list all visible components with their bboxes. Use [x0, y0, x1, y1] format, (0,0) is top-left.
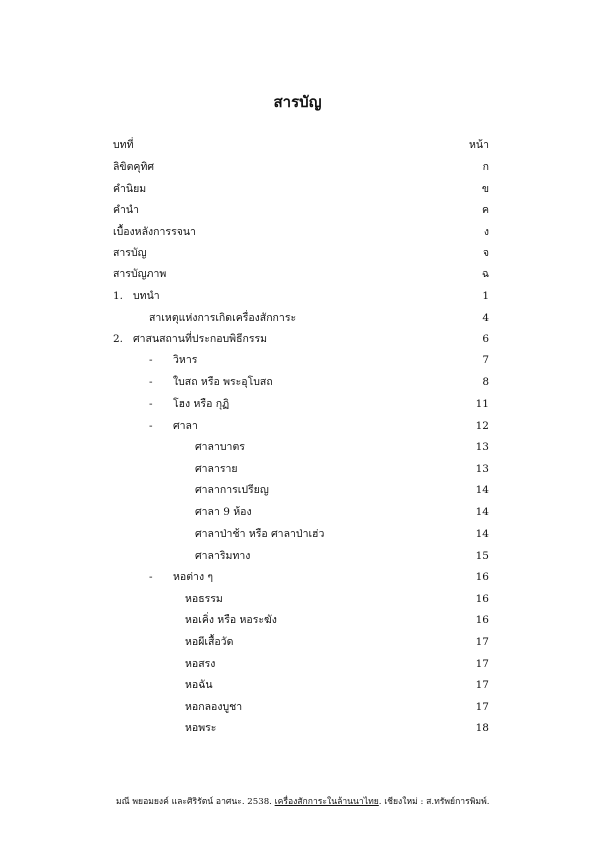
toc-entry-label: โฮง หรือ กุฏิ — [173, 398, 230, 410]
entry-dash: - — [149, 376, 153, 388]
citation-book-title: เครื่องสักการะในล้านนาไทย — [274, 797, 379, 807]
toc-entry-page: ค — [481, 204, 489, 216]
toc-nested-entry — [113, 548, 489, 564]
toc-entry-label: สารบัญภาพ — [113, 268, 167, 280]
toc-entry-label: ใบสถ หรือ พระอุโบสถ — [173, 376, 273, 388]
toc-nested-entry — [113, 439, 489, 455]
toc-entry-label: ศาลาการเปรียญ — [195, 484, 269, 496]
toc-entry-page: 14 — [475, 528, 489, 540]
toc-entry-label: สารบัญ — [113, 247, 147, 259]
toc-entry — [113, 202, 489, 218]
toc-entry-page: 17 — [475, 701, 489, 713]
toc-entry-page: 17 — [475, 636, 489, 648]
toc-nested-entry — [113, 699, 489, 715]
toc-entry-label: ศาลาบาตร — [195, 441, 245, 453]
toc-entry-label: ศาลาป่าช้า หรือ ศาลาป่าเฮ่ว — [195, 528, 325, 540]
toc-nested-entry — [113, 482, 489, 498]
toc-nested-entry — [113, 612, 489, 628]
toc-nested-entry — [113, 677, 489, 693]
toc-entry-page: 13 — [475, 463, 489, 475]
toc-nested-entry — [113, 526, 489, 542]
toc-chapter-entry — [113, 331, 489, 347]
toc-sub-entry — [113, 374, 489, 390]
toc-entry-page: 17 — [475, 679, 489, 691]
chapter-number: 2. — [113, 333, 124, 345]
entry-dash: - — [149, 571, 153, 583]
toc-entry-label: หอกลองบูชา — [185, 701, 243, 713]
toc-entry-page: 16 — [475, 571, 489, 583]
toc-entry-page: 14 — [475, 506, 489, 518]
toc-entry — [113, 159, 489, 175]
toc-entry-page: 8 — [482, 376, 489, 388]
toc-entry-page: 16 — [475, 614, 489, 626]
chapter-number: 1. — [113, 290, 124, 302]
toc-entry-label: ศาลาราย — [195, 463, 238, 475]
toc-entry — [113, 224, 489, 240]
toc-entry-page: 15 — [475, 550, 489, 562]
toc-entry-label: หอพระ — [185, 722, 217, 734]
toc-entry-page: 7 — [482, 354, 489, 366]
toc-nested-entry — [113, 720, 489, 736]
entry-dash: - — [149, 420, 153, 432]
toc-entry-label: วิหาร — [173, 354, 198, 366]
toc-entry-label: บทนำ — [133, 290, 160, 302]
page-column-header: หน้า — [469, 139, 489, 151]
citation-footer — [116, 794, 489, 808]
toc-chapter-entry — [113, 288, 489, 304]
toc-entry-page: 18 — [475, 722, 489, 734]
toc-entry-page: 17 — [475, 658, 489, 670]
toc-entry-page: 12 — [475, 420, 489, 432]
entry-dash: - — [149, 398, 153, 410]
toc-entry — [113, 266, 489, 282]
toc-entry-page: ก — [482, 161, 489, 173]
chapter-column-header: บทที่ — [113, 139, 134, 151]
citation-authors: มณี พยอมยงค์ และศิริรัตน์ อาศนะ. 2538. — [116, 797, 272, 807]
toc-sub-entry — [113, 352, 489, 368]
toc-entry-label: หอฉัน — [185, 679, 213, 691]
citation-publisher: . เชียงใหม่ : ส.ทรัพย์การพิมพ์. — [378, 797, 490, 807]
toc-entry-label: เบื้องหลังการรจนา — [113, 226, 196, 238]
toc-entry-page: ฉ — [481, 268, 489, 280]
toc-entry-page: 14 — [475, 484, 489, 496]
toc-sub-entry — [113, 418, 489, 434]
toc-entry-label: ลิขิตคุทิศ — [113, 161, 155, 173]
toc-entry-page: ข — [481, 183, 489, 195]
toc-entry-label: ศาสนสถานที่ประกอบพิธีกรรม — [133, 333, 268, 345]
toc-nested-entry — [113, 504, 489, 520]
toc-entry-page: 13 — [475, 441, 489, 453]
toc-entry-label: หอต่าง ๆ — [173, 571, 214, 583]
toc-sub-entry — [113, 569, 489, 585]
toc-entry-label: หอสรง — [185, 658, 216, 670]
toc-entry-label: หอเคิ่ง หรือ หอระฆัง — [185, 614, 277, 626]
toc-entry-page: 4 — [482, 312, 489, 324]
toc-entry-page: 6 — [482, 333, 489, 345]
toc-entry — [113, 245, 489, 261]
toc-entry-label: สาเหตุแห่งการเกิดเครื่องสักการะ — [149, 312, 297, 324]
toc-entry-label: คำนิยม — [113, 183, 147, 195]
toc-header — [113, 137, 489, 153]
toc-entry-page: 11 — [475, 398, 489, 410]
toc-nested-entry — [113, 656, 489, 672]
toc-nested-entry — [113, 461, 489, 477]
entry-dash: - — [149, 354, 153, 366]
toc-nested-entry — [113, 634, 489, 650]
toc-entry — [113, 310, 489, 326]
toc-nested-entry — [113, 591, 489, 607]
toc-entry-page: ง — [483, 226, 489, 238]
toc-entry-page: 16 — [475, 593, 489, 605]
toc-entry — [113, 181, 489, 197]
toc-sub-entry — [113, 396, 489, 412]
page-title: สารบัญ — [273, 93, 322, 111]
toc-entry-label: ศาลา 9 ห้อง — [195, 506, 252, 518]
toc-entry-label: ศาลาริมทาง — [195, 550, 251, 562]
toc-entry-label: คำนำ — [113, 204, 139, 216]
toc-entry-label: ศาลา — [173, 420, 198, 432]
toc-entry-label: หอธรรม — [185, 593, 223, 605]
toc-entry-page: 1 — [482, 290, 489, 302]
toc-entry-label: หอผีเสื้อวัด — [185, 636, 234, 648]
toc-entry-page: จ — [482, 247, 489, 259]
